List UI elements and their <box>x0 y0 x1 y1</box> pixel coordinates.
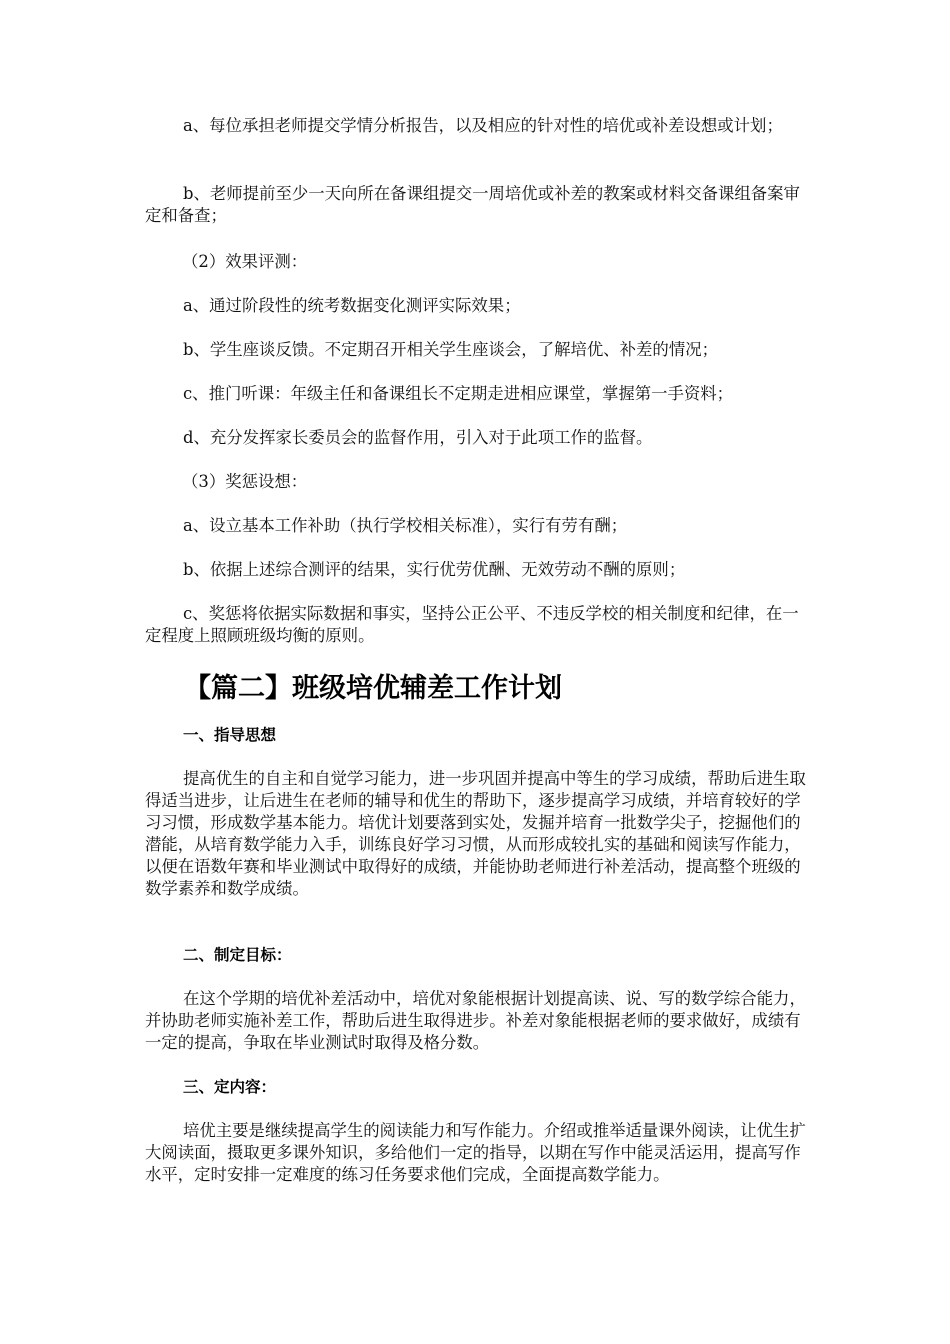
reward-b-paragraph: b、依据上述综合测评的结果，实行优劳优酬、无效劳动不酬的原则； <box>183 560 686 579</box>
reward-a-paragraph: a、设立基本工作补助（执行学校相关标准），实行有劳有酬； <box>183 516 628 535</box>
reward-c-paragraph: c、奖惩将依据实际数据和事实，坚持公正公平、不违反学校的相关制度和纪律，在一定程度上照顾班级均衡的原则。 <box>145 604 799 645</box>
goals-paragraph: 在这个学期的培优补差活动中，培优对象能根据计划提高读、说、写的数学综合能力，并协助老师实施补差工作，帮助后进生取得进步。补差对象能根据老师的要求做好，成绩有一定的提高，争取在毕业测试时取得及格分数。 <box>145 989 806 1052</box>
heading-goals: 二、制定目标： <box>183 946 292 964</box>
part2-title: 【篇二】班级培优辅差工作计划 <box>184 673 562 704</box>
heading-content: 三、定内容： <box>183 1078 277 1096</box>
guiding-thought-paragraph: 提高优生的自主和自觉学习能力，进一步巩固并提高中等生的学习成绩，帮助后进生取得适当进步，让后进生在老师的辅导和优生的帮助下，逐步提高学习成绩，并培育较好的学习习惯，形成数学基本能力。培优计划要落到实处，发掘并培育一批数学尖子，挖掘他们的潜能，从培育数学能力入手，训练良好学习习惯，从而形成较扎实的基础和阅读写作能力，以便在语数年赛和毕业测试中取得好的成绩，并能协助老师进行补差活动，提高整个班级的数学素养和数学成绩。 <box>145 769 806 898</box>
heading-guiding-thought: 一、指导思想 <box>183 726 277 744</box>
effect-a-paragraph: a、通过阶段性的统考数据变化测评实际效果； <box>183 296 521 315</box>
effect-c-paragraph: c、推门听课：年级主任和备课组长不定期走进相应课堂，掌握第一手资料； <box>183 384 734 403</box>
effect-b-paragraph: b、学生座谈反馈。不定期召开相关学生座谈会，了解培优、补差的情况； <box>183 340 718 359</box>
effect-d-paragraph: d、充分发挥家长委员会的监督作用，引入对于此项工作的监督。 <box>183 428 653 447</box>
content-paragraph: 培优主要是继续提高学生的阅读能力和写作能力。介绍或推举适量课外阅读，让优生扩大阅读面，摄取更多课外知识，多给他们一定的指导，以期在写作中能灵活运用，提高写作水平，定时安排一定难度的练习任务要求他们完成，全面提高数学能力。 <box>145 1121 806 1184</box>
item-b-paragraph: b、老师提前至少一天向所在备课组提交一周培优或补差的教案或材料交备课组备案审定和备查； <box>145 184 800 225</box>
reward-heading: （3）奖惩设想： <box>182 472 308 491</box>
item-a-paragraph: a、每位承担老师提交学情分析报告，以及相应的针对性的培优或补差设想或计划； <box>183 116 783 135</box>
effect-heading: （2）效果评测： <box>182 252 308 271</box>
